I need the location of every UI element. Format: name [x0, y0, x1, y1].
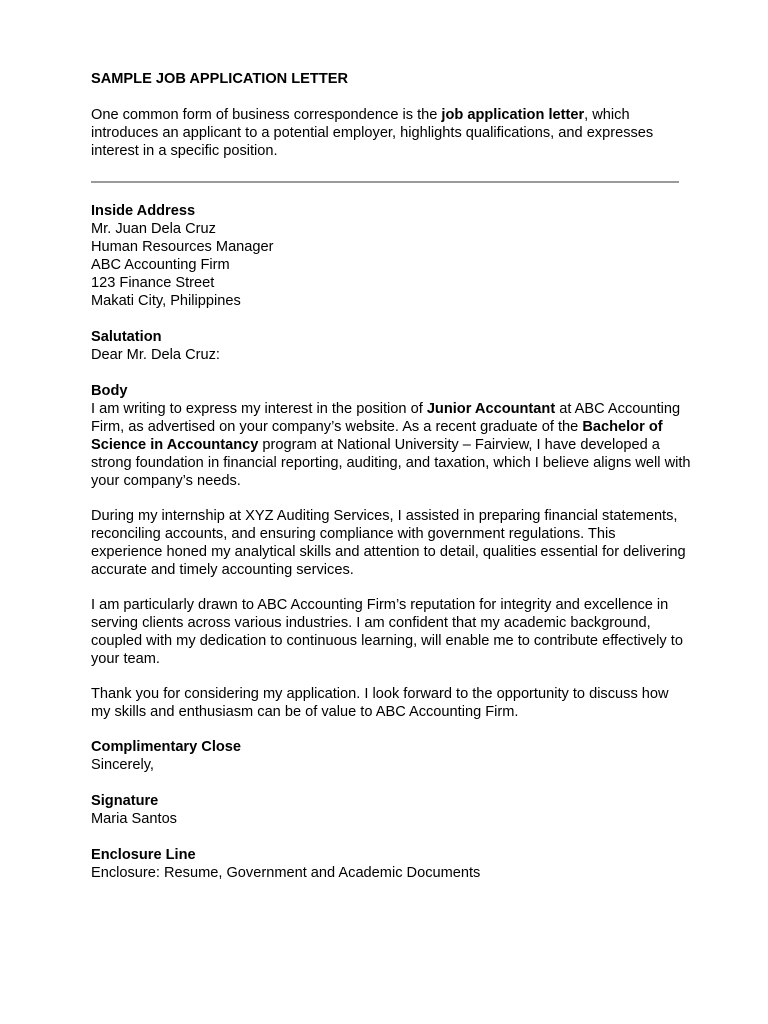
- inside-address-heading: Inside Address: [91, 203, 196, 219]
- body-paragraph-3: I am particularly drawn to ABC Accounting Firm’s reputation for integrity and excellence in serving clients across various industries. I am confident that my academic background, coupled with my dedication to continuous learning, will enable me to contribute effectively to your team.: [91, 597, 683, 667]
- document-content: [91, 70, 691, 900]
- body-paragraph-4: Thank you for considering my application. I look forward to the opportunity to discuss how my skills and enthusiasm can be of value to ABC Accounting Firm.: [91, 686, 669, 720]
- complimentary-close-text: Sincerely,: [91, 757, 154, 773]
- body-p1-text-3: program at National University – Fairview, I have developed a strong foundation in financial reporting, auditing, and taxation, which I believe aligns well with your company’s needs.: [91, 437, 691, 489]
- body-paragraph-1: [91, 400, 691, 490]
- signature-section: [91, 792, 691, 828]
- intro-paragraph: [91, 106, 691, 160]
- signature-heading: Signature: [91, 793, 159, 809]
- intro-text-after: , which introduces an applicant to a potential employer, highlights qualifications, and expresses interest in a specific position.: [91, 107, 654, 159]
- enclosure-heading: Enclosure Line: [91, 847, 196, 863]
- document-title: SAMPLE JOB APPLICATION LETTER: [91, 71, 349, 87]
- intro-text-before: One common form of business correspondence is the: [91, 107, 442, 123]
- address-line-name: Mr. Juan Dela Cruz: [91, 221, 216, 237]
- body-p1-bold-position: Junior Accountant: [426, 401, 556, 417]
- inside-address-section: [91, 202, 691, 310]
- salutation-heading: Salutation: [91, 329, 162, 345]
- signature-name: Maria Santos: [91, 811, 177, 827]
- body-paragraph-2: During my internship at XYZ Auditing Services, I assisted in preparing financial statements, reconciling accounts, and ensuring compliance with government regulations. This experience honed my analytical skills and attention to detail, qualities essential for delivering accurate and timely accounting services.: [91, 508, 686, 578]
- salutation-text: Dear Mr. Dela Cruz:: [91, 347, 220, 363]
- address-line-company: ABC Accounting Firm: [91, 257, 230, 273]
- horizontal-divider: [91, 181, 679, 183]
- complimentary-close-heading: Complimentary Close: [91, 739, 242, 755]
- address-line-title: Human Resources Manager: [91, 239, 274, 255]
- complimentary-close-section: [91, 738, 691, 774]
- body-p1-text-1: I am writing to express my interest in the position of: [91, 401, 427, 417]
- body-p1-text-2: at ABC Accounting Firm, as advertised on your company’s website. As a recent graduate of the: [91, 401, 681, 435]
- body-heading: Body: [91, 383, 128, 399]
- address-line-city: Makati City, Philippines: [91, 293, 241, 309]
- enclosure-section: [91, 846, 691, 882]
- salutation-section: [91, 328, 691, 364]
- address-line-street: 123 Finance Street: [91, 275, 215, 291]
- body-p1-bold-degree: Bachelor of Science in Accountancy: [91, 419, 663, 453]
- intro-bold-term: job application letter: [441, 107, 585, 123]
- body-section: [91, 382, 691, 721]
- enclosure-text: Enclosure: Resume, Government and Academic Documents: [91, 865, 481, 881]
